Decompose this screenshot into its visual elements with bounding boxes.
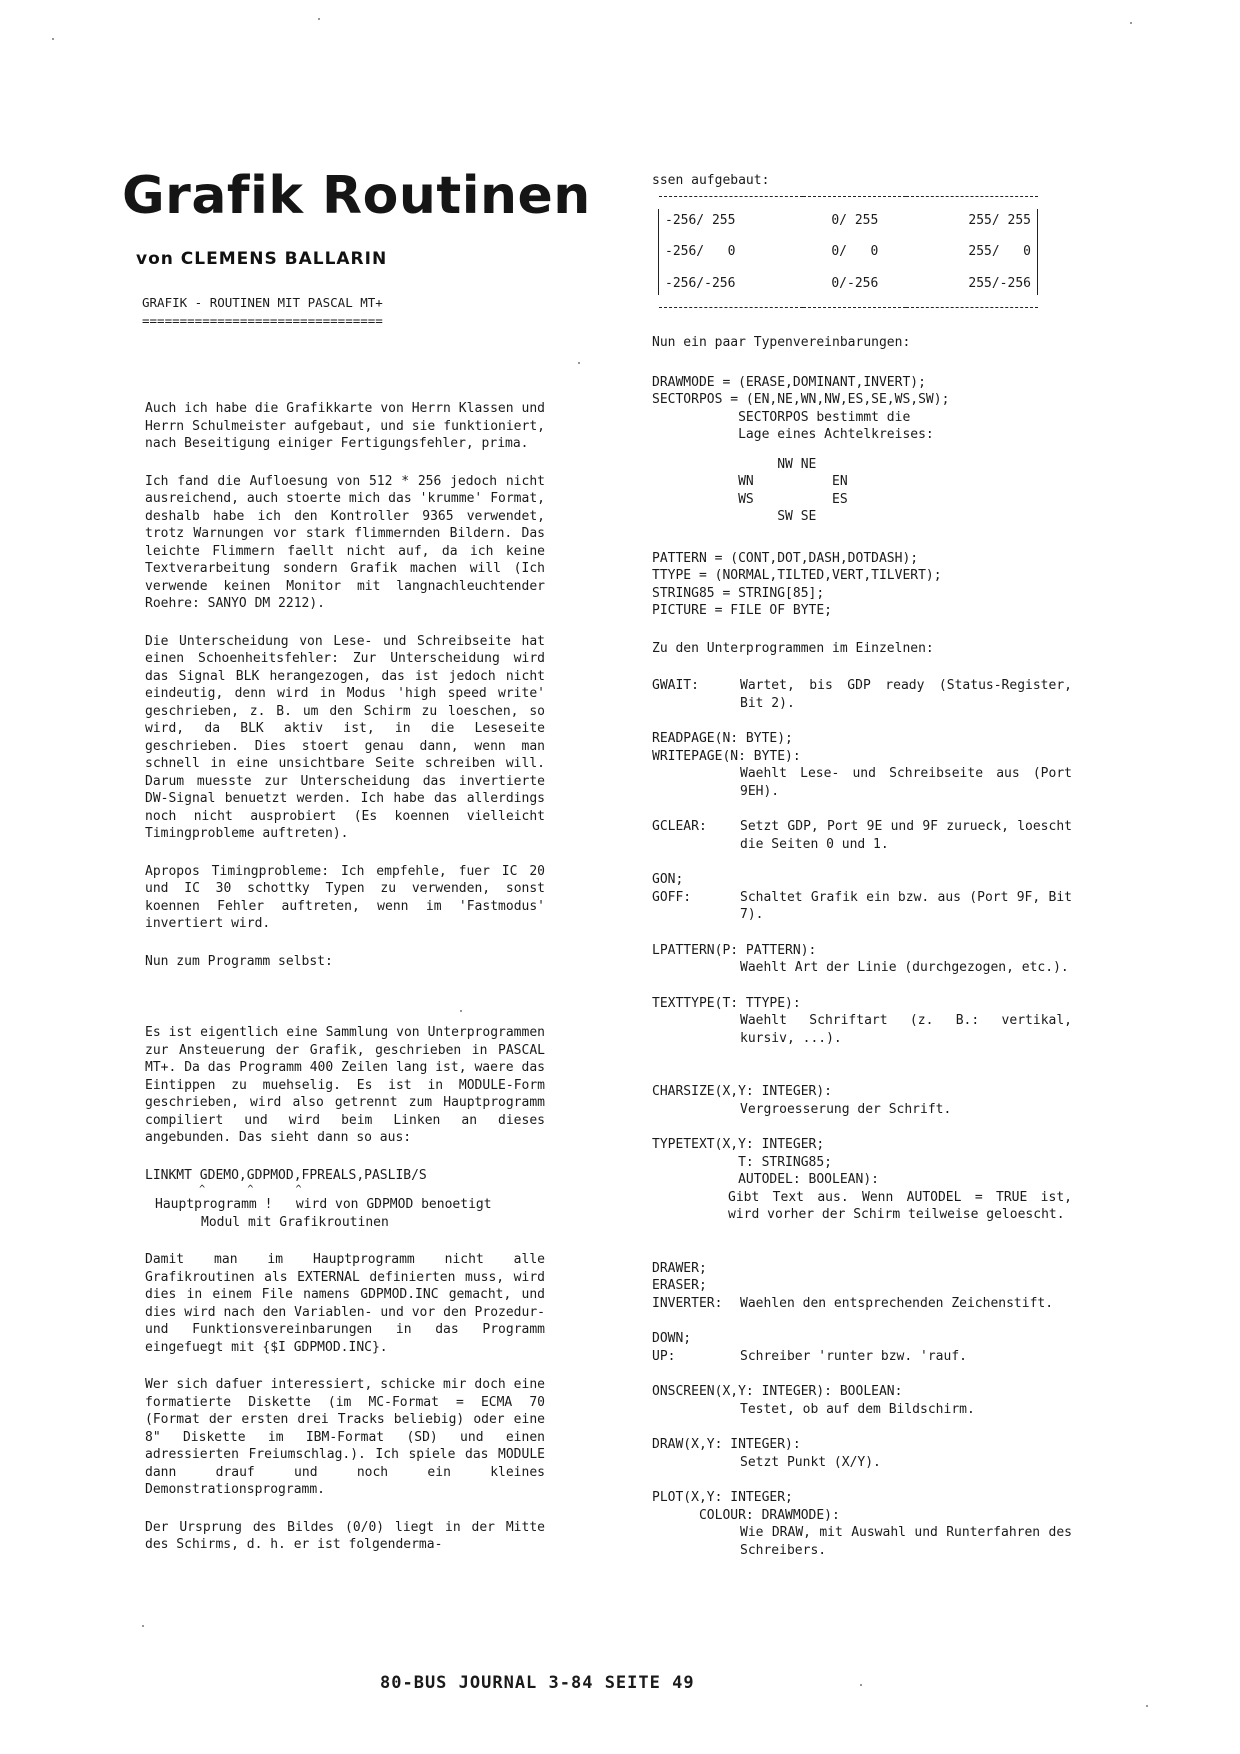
entry-desc: Setzt GDP, Port 9E und 9F zurueck, loescht die Seiten 0 und 1. xyxy=(740,819,1072,852)
entry-draw xyxy=(652,1436,1072,1471)
type-declarations-1: DRAWMODE = (ERASE,DOMINANT,INVERT); SECTORPOS = (EN,NE,WN,NW,ES,SE,WS,SW); SECTORPOS bestimmt die Lage eines Achtelkreises: xyxy=(652,374,950,442)
article-byline: von CLEMENS BALLARIN xyxy=(136,249,388,269)
coord-intro: ssen aufgebaut: xyxy=(652,173,770,188)
left-column xyxy=(145,400,545,1574)
entry-signature: TEXTTYPE(T: TTYPE): xyxy=(652,995,801,1011)
entry-down-up xyxy=(652,1330,1072,1365)
coord-cell: 255/ 0 xyxy=(906,240,1037,264)
subheading-underline: ================================ xyxy=(142,313,383,328)
coord-cell: 0/-256 xyxy=(831,275,879,291)
link-note-main: Hauptprogramm ! wird von GDPMOD benoetigt xyxy=(155,1197,492,1212)
paragraph-resolution: Ich fand die Aufloesung von 512 * 256 jedoch nicht ausreichend, auch stoerte mich das 'krumme' Format, deshalb habe ich den Kontroller 9365 verwendet, trotz Warnungen vor stark flimmernden Bildern. Das leichte Flimmern faellt nicht auf, da ich keine Textverarbeitung sondern Grafik machen will (Ich verwende keinen Monitor mit langnachleuchtender Roehre: SANYO DM 2212). xyxy=(145,473,545,611)
scan-speck xyxy=(52,38,54,40)
paragraph-pages: Die Unterscheidung von Lese- und Schreibseite hat einen Schoenheitsfehler: Zur Unterscheidung wird das Signal BLK herangezogen, das ist jedoch nicht eindeutig, denn wird in Modus 'high speed write' geschrieben, z. B. um den Schirm zu loeschen, so wird, da BLK aktiv ist, in die Leseseite geschrieben. Dies stoert genau dann, wenn man schnell in eine unsichtbare Seite schreiben will. Darum muesste zur Unterscheidung das invertierte DW-Signal benuetzt werden. Ich habe das allerdings noch nicht ausprobiert (Es koennen vielleicht Timingprobleme auftreten). xyxy=(145,633,545,841)
entry-signature: READPAGE(N: BYTE); WRITEPAGE(N: BYTE): xyxy=(652,731,801,764)
type-declarations-2: PATTERN = (CONT,DOT,DASH,DOTDASH); TTYPE = (NORMAL,TILTED,VERT,TILVERT); STRING85 = STRING[85]; PICTURE = FILE OF BYTE; xyxy=(652,550,942,618)
coord-cell: 0/ 255 xyxy=(831,212,879,228)
entry-signature: TYPETEXT(X,Y: INTEGER; T: STRING85; AUTODEL: BOOLEAN): xyxy=(652,1137,879,1187)
entry-up xyxy=(652,1348,1072,1366)
link-example xyxy=(145,1167,545,1232)
paragraph-module: Es ist eigentlich eine Sammlung von Unterprogrammen zur Ansteuerung der Grafik, geschrieben in PASCAL MT+. Da das Programm 400 Zeilen lang ist, waere das Eintippen zu muehselig. Es ist in MODULE-Form geschrieben, wird also getrennt zum Hauptprogramm compiliert und wird beim Linken an dieses angebunden. Das sieht dann so aus: xyxy=(145,1025,545,1145)
entry-signature: LPATTERN(P: PATTERN): xyxy=(652,942,817,958)
entry-desc: Wie DRAW, mit Auswahl und Runterfahren des Schreibers. xyxy=(740,1525,1072,1558)
entry-desc: Setzt Punkt (X/Y). xyxy=(740,1454,881,1470)
entry-signature: PLOT(X,Y: INTEGER; COLOUR: DRAWMODE): xyxy=(652,1490,840,1523)
entry-desc: Waehlt Art der Linie (durchgezogen, etc.). xyxy=(740,960,1069,975)
entry-typetext xyxy=(652,1136,1072,1224)
scan-speck xyxy=(578,362,580,364)
coord-row-bottom xyxy=(659,272,1038,296)
entry-desc: Waehlen den entsprechenden Zeichenstift. xyxy=(740,1295,1054,1311)
paragraph-intro: Auch ich habe die Grafikkarte von Herrn Klassen und Herrn Schulmeister aufgebaut, und sie funktioniert, nach Beseitigung einiger Fertigungsfehler, prima. xyxy=(145,401,545,451)
paragraph-origin: Der Ursprung des Bildes (0/0) liegt in der Mitte des Schirms, d. h. er ist folgenderma- xyxy=(145,1519,545,1552)
entry-signature: DRAWER; ERASER; xyxy=(652,1260,707,1293)
entry-gclear xyxy=(652,818,1072,853)
paragraph-timing: Apropos Timingprobleme: Ich empfehle, fuer IC 20 und IC 30 schottky Typen zu verwenden, sonst koennen Fehler auftreten, wenn im 'Fastmodus' invertiert wird. xyxy=(145,863,545,931)
subroutines-intro: Zu den Unterprogrammen im Einzelnen: xyxy=(652,640,934,656)
entry-desc: Gibt Text aus. Wenn AUTODEL = TRUE ist, wird vorher der Schirm teilweise geloescht. xyxy=(728,1189,1072,1222)
entry-lpattern xyxy=(652,942,1072,977)
entry-signature: GON; xyxy=(652,872,684,887)
entry-desc: Waehlt Schriftart (z. B.: vertikal, kursiv, ...). xyxy=(740,1013,1072,1046)
entry-gwait xyxy=(652,677,1072,712)
entry-signature: ONSCREEN(X,Y: INTEGER): BOOLEAN: xyxy=(652,1384,903,1399)
entry-name: GOFF: xyxy=(652,889,692,905)
entry-gon-goff xyxy=(652,871,1072,924)
entry-desc: Schreiber 'runter bzw. 'rauf. xyxy=(740,1348,967,1364)
entry-name: GWAIT: xyxy=(652,678,699,693)
entry-signature: DOWN; xyxy=(652,1331,692,1346)
entry-desc: Waehlt Lese- und Schreibseite aus (Port 9EH). xyxy=(740,766,1072,799)
coord-cell: 255/-256 xyxy=(906,272,1037,296)
scan-speck xyxy=(1130,22,1132,24)
coord-cell: 255/ 255 xyxy=(906,209,1037,233)
entry-texttype xyxy=(652,995,1072,1048)
subheading-text: GRAFIK - ROUTINEN MIT PASCAL MT+ xyxy=(142,295,383,310)
entry-name: INVERTER: xyxy=(652,1295,723,1311)
entry-drawer-eraser xyxy=(652,1260,1072,1313)
entry-name: GCLEAR: xyxy=(652,819,707,834)
coord-cell: -256/ 255 xyxy=(659,209,804,233)
article-subheading xyxy=(142,294,383,330)
article-title: Grafik Routinen xyxy=(122,166,591,226)
entry-charsize xyxy=(652,1083,1072,1118)
coordinate-table xyxy=(658,196,1038,309)
sector-compass: NW NE WN EN WS ES SW SE xyxy=(738,456,848,524)
link-note-module: Modul mit Grafikroutinen xyxy=(201,1214,389,1230)
entry-name: UP: xyxy=(652,1348,676,1364)
paragraph-include: Damit man im Hauptprogramm nicht alle Grafikroutinen als EXTERNAL definierten muss, wird dies in einem File namens GDPMOD.INC gemacht, und dies wird nach den Variablen- und vor den Prozedur- und Funktionsvereinbarungen in das Programm eingefuegt mit {$I GDPMOD.INC}. xyxy=(145,1252,545,1355)
coord-row-middle xyxy=(659,240,1038,264)
entry-signature: DRAW(X,Y: INTEGER): xyxy=(652,1437,801,1452)
entry-pages xyxy=(652,730,1072,800)
entry-desc: Wartet, bis GDP ready (Status-Register, Bit 2). xyxy=(740,678,1072,711)
entry-plot xyxy=(652,1489,1072,1559)
entry-desc: Vergroesserung der Schrift. xyxy=(740,1101,952,1117)
scan-speck xyxy=(142,1625,144,1627)
scan-speck xyxy=(460,1010,462,1012)
paragraph-disk-offer: Wer sich dafuer interessiert, schicke mir doch eine formatierte Diskette (im MC-Format = ECMA 70 (Format der ersten drei Tracks beliebig) oder eine 8" Diskette im IBM-Format (SD) und einen adressierten Freiumschlag.). Ich spiele das MODULE dann drauf und noch ein kleines Demonstrationsprogramm. xyxy=(145,1377,545,1497)
link-carets: ^ ^ ^ xyxy=(145,1184,302,1195)
scan-speck xyxy=(860,1684,862,1686)
paragraph-program-intro: Nun zum Programm selbst: xyxy=(145,953,333,969)
entry-goff xyxy=(652,889,1072,924)
coord-cell: 0/ 0 xyxy=(831,244,879,259)
coord-cell: -256/ 0 xyxy=(659,240,804,264)
entry-onscreen xyxy=(652,1383,1072,1418)
entry-inverter xyxy=(652,1295,1072,1313)
types-intro: Nun ein paar Typenvereinbarungen: xyxy=(652,335,911,350)
coord-row-top xyxy=(659,209,1038,233)
entry-desc: Schaltet Grafik ein bzw. aus (Port 9F, Bit 7). xyxy=(740,889,1072,922)
right-column xyxy=(652,172,1072,1577)
page-footer: 80-BUS JOURNAL 3-84 SEITE 49 xyxy=(380,1673,695,1693)
scan-speck xyxy=(318,18,320,20)
link-command: LINKMT GDEMO,GDPMOD,FPREALS,PASLIB/S xyxy=(145,1167,427,1183)
scan-speck xyxy=(1146,1705,1148,1707)
coord-cell: -256/-256 xyxy=(659,272,804,296)
entry-desc: Testet, ob auf dem Bildschirm. xyxy=(740,1401,975,1417)
entry-signature: CHARSIZE(X,Y: INTEGER): xyxy=(652,1084,833,1099)
